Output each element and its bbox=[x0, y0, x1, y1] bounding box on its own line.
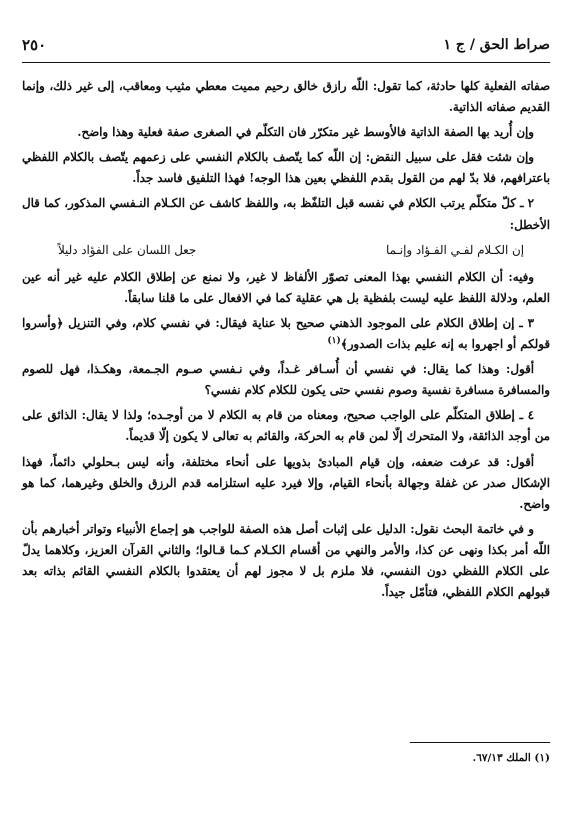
page-number: ٢٥٠ bbox=[22, 36, 47, 54]
page-header bbox=[22, 30, 550, 60]
paragraph: أقول: قد عرفت ضعفه، وإن قيام المبادئ بذويها على أنحاء مختلفة، وأنه ليس بـحلولي دائماً، فهذا الإشكال صدر عن غفلة وجهالة بأنحاء القيام، وإلا فيرد عليه استلزامه قدم الرزق والخلق وغيرهما، كما هو واضح. bbox=[22, 454, 550, 511]
paragraph-text: ٣ ـ إن إطلاق الكلام على الموجود الذهني صحيح بلا عناية فيقال: في نفسي كلام، وفي التنزيل ﴿وأسروا قولكم أو اجهروا به إنه عليم بذات الصدور﴾ bbox=[22, 315, 550, 352]
paragraph-with-footnote bbox=[22, 313, 550, 355]
footnote-divider bbox=[410, 742, 550, 743]
paragraph: وإن شئت فقل على سبيل النقض: إن اللّه كما يتّصف بالكلام النفسي على زعمهم يتّصف بالكلام اللفظي باعترافهم، فلا بدّ لهم من القول بقدم اللفظي بعين هذا الوجه! فهذا التلفيق فاسد جداً. bbox=[22, 150, 550, 186]
paragraph: وإن أُريد بها الصفة الذاتية فالأوسط غير متكرّر فان التكلّم في الصغرى صفة فعلية وهذا واضح. bbox=[77, 125, 534, 140]
paragraph: وفيه: أن الكلام النفسي بهذا المعنى تصوّر الألفاظ لا غير، ولا نمنع عن إطلاق الكلام عليه غير أنه عين العلم، ودلالة اللفظ عليه ليست بلفظية بل هي عقلية كما في الافعال على ما قلنا سابقاً. bbox=[22, 269, 550, 305]
paragraph: أقول: وهذا كما يقال: في نفسي أن أُسـافر غـداً، وفي نـفسي صـوم الجـمعة، وهكـذا، فهل للصوم والمسافرة مسافرة نفسية وصوم نفسي حتى يكون للكلام كلام نفسي؟ bbox=[22, 362, 550, 398]
paragraph: ٤ ـ إطلاق المتكلّم على الواجب صحيح، ومعناه من قام به الكلام لا من أوجـده؛ ولذا لا يقال: الذائق على من أوجد الذائقة، ولا المتحرك إلّا لمن قام به الحركة، والقائم به تعالى لا يكون إلّا قديماً. bbox=[22, 408, 550, 444]
running-title: صراط الحق / ج ١ bbox=[443, 37, 550, 53]
paragraph: صفاته الفعلية كلها حادثة، كما تقول: اللّه رازق خالق رحيم مميت معطي مثيب ومعاقب، إلى غير ذلك، وإنما القديم صفاته الذاتية. bbox=[22, 79, 550, 115]
paragraph: و في خاتمة البحث نقول: الدليل على إثبات أصل هذه الصفة للواجب هو إجماع الأنبياء وتواتر أخبارهم بأن اللّه أمر بكذا ونهى عن كذا، والأمر والنهي من أقسام الكـلام كـما قـالوا؛ والثاني القرآن العزيز، وكلاهما يدلّ على الكلام اللفظي دون النفسي، فلا ملزم بل لا مجوز لهم أن يعتقدوا بالكلام النفسي القائم بذاته بعد قبولهم الكلام اللفظي، فتأمّل جيداً. bbox=[22, 521, 550, 600]
footnote: (١) الملك ٦٧/١٣. bbox=[472, 752, 550, 764]
footnote-reference[interactable]: (١) bbox=[327, 336, 341, 347]
poetry-verse bbox=[22, 240, 550, 261]
page-body bbox=[22, 76, 550, 607]
verse-first-hemistich: إن الكـلام لفـي الفـؤاد وإنـما bbox=[385, 242, 524, 257]
paragraph: ٢ ـ كلّ متكلّم يرتب الكلام في نفسه قبل التلفّظ به، واللفظ كاشف عن الكـلام النـفسي المذكور، كما قال الأخطل: bbox=[22, 196, 550, 232]
verse-second-hemistich: جعل اللسان على الفؤاد دليلاً bbox=[58, 242, 197, 257]
header-divider bbox=[22, 62, 550, 63]
